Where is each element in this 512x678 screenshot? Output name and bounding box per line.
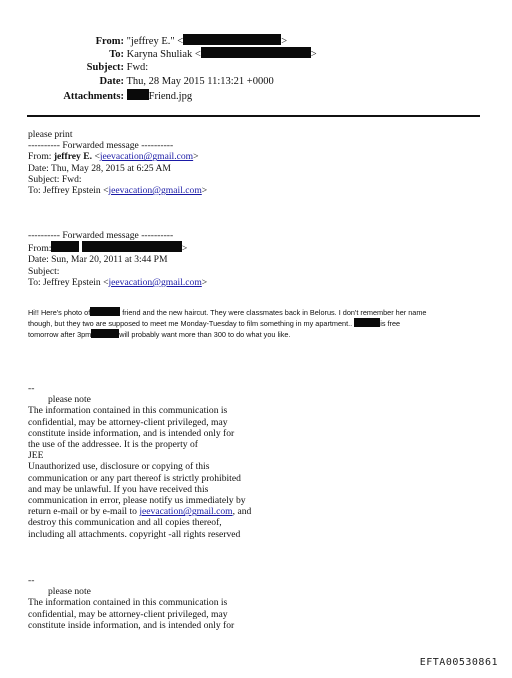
- disclaimer-1-line: JEE: [28, 450, 44, 462]
- from-label: From:: [95, 36, 124, 47]
- header-subject-row: [20, 61, 148, 74]
- forwarded-message-2: [28, 230, 207, 288]
- disclaimer-1-return-line: [28, 506, 251, 517]
- fwd1-email-close: >: [193, 151, 199, 163]
- disclaimer-1: [28, 383, 251, 540]
- fwd1-to: [28, 185, 207, 196]
- message-line-3a: tomorrow after 3pm: [28, 330, 92, 339]
- redaction-box: [51, 241, 79, 252]
- date-label: Date:: [99, 76, 124, 87]
- redaction-box: [354, 318, 380, 327]
- message-body: [28, 307, 427, 340]
- message-line-2b: is free: [380, 319, 401, 328]
- fwd2-to-email-link[interactable]: jeevacation@gmail.com: [108, 276, 202, 288]
- header-attachments-row: [20, 89, 192, 103]
- header-date-row: [20, 75, 274, 88]
- disclaimer-email-link[interactable]: jeevacation@gmail.com: [139, 506, 233, 518]
- disclaimer-1-line: The information contained in this communication is: [28, 405, 228, 417]
- fwd2-subject: Subject:: [28, 265, 60, 277]
- from-value: "jeffrey E." <: [126, 36, 184, 47]
- disclaimer-2-line: confidential, may be attorney-client privileged, may: [28, 608, 228, 620]
- fwd1-from: [28, 151, 207, 162]
- fwd1-separator: ---------- Forwarded message ----------: [28, 140, 174, 152]
- header-from-row: [20, 34, 287, 48]
- disclaimer-1-line: communication or any part thereof is strictly prohibited: [28, 472, 241, 484]
- message-line-2: [28, 318, 427, 329]
- disclaimer-2-title: please note: [48, 586, 91, 598]
- disclaimer-1-line: and may be unlawful. If you have received this: [28, 483, 209, 495]
- message-line-1: [28, 307, 427, 318]
- disclaimer-1-line: including all attachments. copyright -all rights reserved: [28, 528, 241, 540]
- fwd1-email-open: <: [92, 151, 100, 163]
- fwd2-separator: ---------- Forwarded message ----------: [28, 230, 174, 241]
- fwd2-from-prefix: From:: [28, 243, 52, 255]
- message-line-2a: though, but they two are supposed to meet me Monday-Tuesday to film something in my apartment..: [28, 319, 353, 328]
- disclaimer-1-line: the use of the addressee. It is the property of: [28, 439, 198, 451]
- intro-text: please print: [28, 129, 73, 140]
- return-prefix: return e-mail or by e-mail to: [28, 506, 140, 518]
- message-line-3b: will probably want more than 300 to do what you like.: [119, 330, 291, 339]
- redaction-box: [90, 307, 120, 316]
- bates-number: EFTA00530861: [419, 657, 498, 668]
- forwarded-message-1: [28, 129, 207, 196]
- disclaimer-1-line: communication in error, please notify us immediately by: [28, 495, 246, 507]
- disclaimer-1-dashes: --: [28, 383, 35, 394]
- disclaimer-2-dashes: --: [28, 575, 35, 586]
- fwd1-subject: Subject: Fwd:: [28, 173, 82, 185]
- fwd2-from-close: >: [181, 243, 188, 255]
- header-divider: [27, 115, 480, 117]
- disclaimer-1-line: destroy this communication and all copies thereof,: [28, 517, 222, 529]
- disclaimer-2-line: The information contained in this communication is: [28, 597, 228, 609]
- fwd2-to: [28, 277, 207, 288]
- date-value: Thu, 28 May 2015 11:13:21 +0000: [126, 76, 274, 87]
- redaction-box: [127, 89, 149, 100]
- fwd2-to-close: >: [201, 276, 208, 288]
- fwd1-to-prefix: To: Jeffrey Epstein <: [28, 185, 109, 197]
- return-suffix: , and: [232, 506, 252, 518]
- fwd2-from: [28, 241, 207, 254]
- fwd1-to-close: >: [201, 185, 208, 197]
- subject-value: Fwd:: [126, 62, 149, 73]
- fwd2-to-prefix: To: Jeffrey Epstein <: [28, 276, 109, 288]
- disclaimer-1-line: Unauthorized use, disclosure or copying of this: [28, 461, 210, 473]
- to-value: Karyna Shuliak <: [126, 49, 201, 60]
- attachments-label: Attachments:: [63, 91, 124, 102]
- fwd1-from-name: jeffrey E.: [53, 151, 93, 163]
- redaction-box: [183, 34, 281, 45]
- disclaimer-1-line: confidential, may be attorney-client privileged, may: [28, 416, 228, 428]
- to-tail: >: [310, 49, 317, 60]
- fwd1-from-prefix: From:: [28, 151, 54, 163]
- disclaimer-2-line: constitute inside information, and is intended only for: [28, 619, 235, 631]
- message-line-3: [28, 329, 427, 340]
- redaction-box: [82, 241, 182, 252]
- disclaimer-1-line: constitute inside information, and is intended only for: [28, 427, 235, 439]
- fwd1-from-email-link[interactable]: jeevacation@gmail.com: [99, 151, 194, 163]
- redaction-box: [91, 329, 119, 338]
- from-tail: >: [281, 36, 288, 47]
- subject-label: Subject:: [86, 62, 124, 73]
- fwd1-date: Date: Thu, May 28, 2015 at 6:25 AM: [28, 162, 171, 174]
- disclaimer-1-title: please note: [48, 394, 91, 406]
- redaction-box: [201, 47, 311, 58]
- disclaimer-2: [28, 575, 234, 631]
- message-line-1a: Hi!! Here's photo of: [28, 308, 91, 317]
- to-label: To:: [109, 49, 124, 60]
- fwd2-date: Date: Sun, Mar 20, 2011 at 3:44 PM: [28, 254, 168, 266]
- attachments-value: Friend.jpg: [148, 91, 193, 102]
- message-line-1b: friend and the new haircut. They were classmates back in Belorus. I don't remember her name: [122, 308, 427, 317]
- fwd1-to-email-link[interactable]: jeevacation@gmail.com: [108, 185, 202, 197]
- header-to-row: [20, 47, 317, 61]
